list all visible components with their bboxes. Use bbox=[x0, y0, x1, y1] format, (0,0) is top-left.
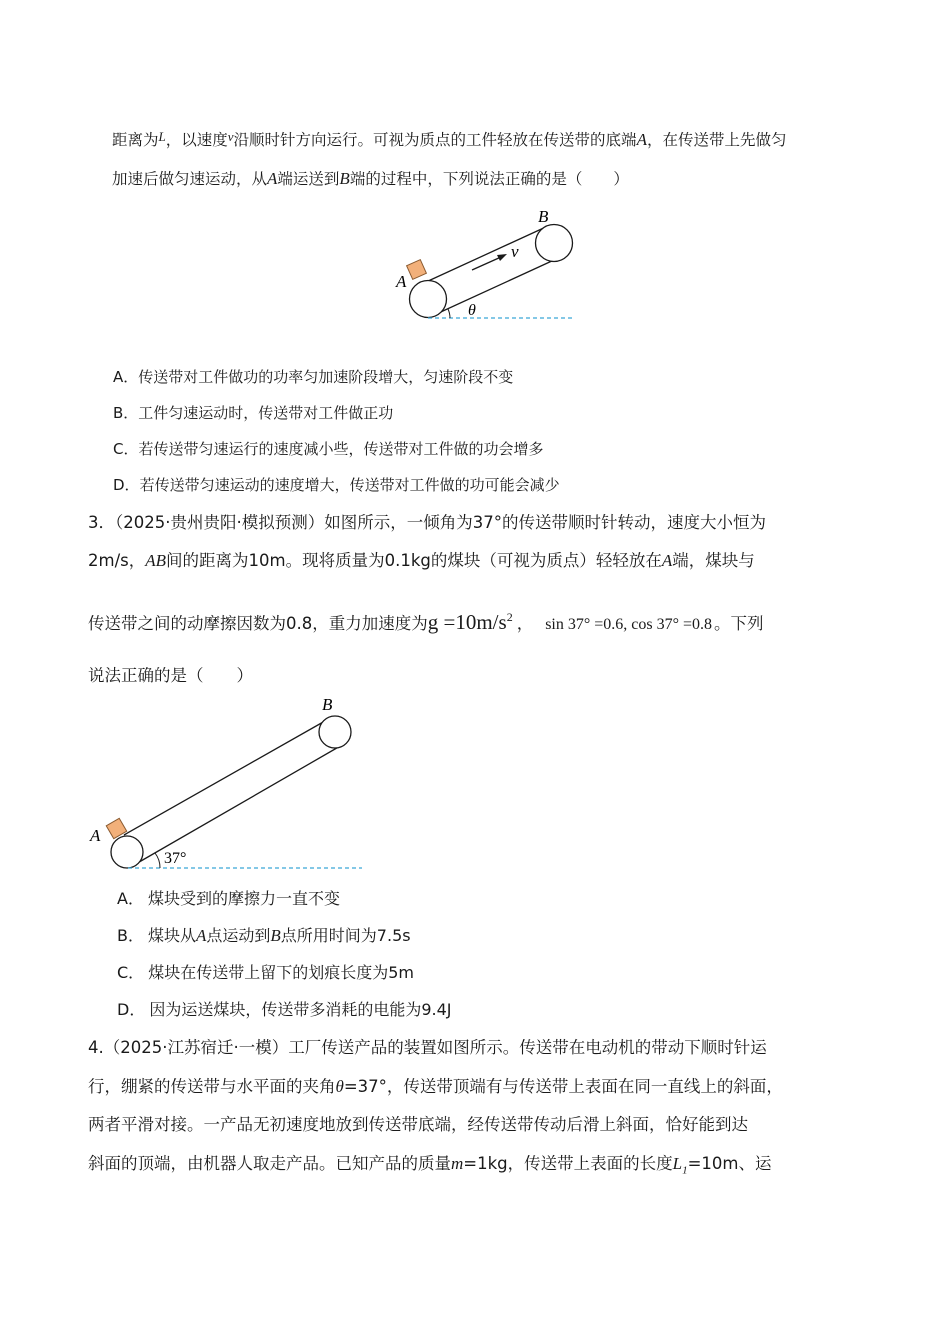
q2-line2-text-b: 端运送到 bbox=[277, 170, 340, 188]
q4-line2 bbox=[88, 1073, 783, 1097]
q2-bottom-pulley bbox=[410, 281, 447, 318]
q2-line2 bbox=[112, 167, 629, 189]
q3-conveyor-figure bbox=[84, 690, 374, 875]
q3-label-angle: 37° bbox=[164, 850, 187, 867]
q3-option-b-text-a: 煤块从 bbox=[147, 926, 196, 945]
q3-line4: 说法正确的是（ ） bbox=[88, 666, 253, 685]
q2-line2-text-c: 端的过程中，下列说法正确的是（ ） bbox=[349, 170, 629, 188]
q4-symbol-L: L bbox=[672, 1154, 683, 1173]
q3-option-c-key: C． bbox=[117, 963, 145, 982]
q2-label-theta: θ bbox=[468, 302, 476, 319]
q3-option-b-symbol-A: A bbox=[196, 926, 207, 945]
q4-symbol-L-subscript: 1 bbox=[682, 1164, 688, 1177]
q2-line1 bbox=[112, 128, 786, 150]
q3-option-b-text-b: 点运动到 bbox=[206, 926, 271, 945]
q3-line2-text-a: 2m/s， bbox=[88, 551, 146, 570]
q2-label-A: A bbox=[396, 272, 407, 291]
q3-line3-text-a: 传送带之间的动摩擦因数为0.8，重力加速度为 bbox=[88, 614, 428, 633]
q3-line1: 3．（2025·贵州贵阳·模拟预测）如图所示，一倾角为37°的传送带顺时针转动，速度大小恒为 bbox=[88, 513, 766, 532]
q2-line2-symbol-A: A bbox=[267, 169, 278, 188]
q3-belt-bottom bbox=[134, 745, 342, 865]
q3-label-B: B bbox=[322, 695, 333, 714]
q4-line4-text-c: =10m、运 bbox=[687, 1154, 772, 1173]
q3-line2-text-c: 端，煤块与 bbox=[672, 551, 755, 570]
q2-symbol-A: A bbox=[636, 130, 647, 149]
q2-line1-text-b: ，以速度 bbox=[165, 131, 228, 149]
q3-label-A: A bbox=[90, 826, 101, 845]
q3-coal-block bbox=[106, 818, 126, 838]
q3-symbol-A: A bbox=[661, 551, 673, 570]
q2-label-B: B bbox=[538, 207, 549, 226]
q2-option-d-text: 若传送带匀速运动的速度增大，传送带对工件做的功可能会减少 bbox=[139, 476, 560, 494]
q3-option-b-text-c: 点所用时间为7.5s bbox=[280, 926, 411, 945]
q2-option-a-text: 传送带对工件做功的功率匀加速阶段增大，匀速阶段不变 bbox=[138, 368, 514, 386]
q3-option-a-text: 煤块受到的摩擦力一直不变 bbox=[147, 889, 340, 908]
q3-line2 bbox=[88, 547, 755, 571]
q3-option-d[interactable] bbox=[117, 997, 452, 1020]
q3-option-c-text: 煤块在传送带上留下的划痕长度为5m bbox=[148, 963, 414, 982]
q4-line4-text-a: 斜面的顶端，由机器人取走产品。已知产品的质量 bbox=[88, 1154, 451, 1173]
q2-option-d[interactable] bbox=[113, 474, 560, 495]
q2-top-pulley bbox=[536, 225, 573, 262]
q3-line3-separator: ， bbox=[516, 614, 534, 633]
q3-option-c[interactable] bbox=[117, 960, 414, 983]
q3-line2-text-b: 间的距离为10m。现将质量为0.1kg的煤块（可视为质点）轻轻放在 bbox=[166, 551, 662, 570]
q4-symbol-m: m bbox=[451, 1154, 464, 1173]
q2-option-d-key: D． bbox=[113, 476, 140, 494]
q2-angle-arc bbox=[448, 309, 450, 318]
q3-top-pulley bbox=[319, 716, 351, 748]
q3-gravity-exponent: 2 bbox=[506, 610, 513, 624]
q3-bottom-pulley bbox=[111, 836, 143, 868]
q4-line1: 4.（2025·江苏宿迁·一模）工厂传送产品的装置如图所示。传送带在电动机的带动下顺时针运 bbox=[88, 1038, 767, 1057]
q2-option-a-key: A． bbox=[113, 368, 139, 386]
q2-option-a[interactable] bbox=[113, 366, 513, 387]
q3-option-a[interactable] bbox=[117, 886, 340, 909]
q4-symbol-theta: θ bbox=[335, 1077, 344, 1096]
q4-line4 bbox=[88, 1150, 772, 1176]
q3-angle-arc bbox=[155, 853, 160, 868]
q2-line1-text-c: 沿顺时针方向运行。可视为质点的工件轻放在传送带的底端 bbox=[233, 131, 637, 149]
q3-option-d-key: D． bbox=[117, 1000, 146, 1019]
q3-option-a-key: A． bbox=[117, 889, 144, 908]
q2-option-b[interactable] bbox=[113, 402, 393, 423]
q2-option-b-text: 工件匀速运动时，传送带对工件做正功 bbox=[138, 404, 394, 422]
q2-option-c[interactable] bbox=[113, 438, 544, 459]
q3-trig-values: sin 37° =0.6, cos 37° =0.8 bbox=[545, 616, 713, 633]
q4-line2-text-a: 行，绷紧的传送带与水平面的夹角 bbox=[88, 1077, 336, 1096]
q2-line1-text-d: ，在传送带上先做匀 bbox=[646, 131, 787, 149]
q2-symbol-v: v bbox=[227, 129, 234, 144]
q3-option-b-key: B． bbox=[117, 926, 144, 945]
q2-line2-symbol-B: B bbox=[339, 169, 350, 188]
q3-option-d-text: 因为运送煤块，传送带多消耗的电能为9.4J bbox=[149, 1000, 452, 1019]
q4-line3: 两者平滑对接。一产品无初速度地放到传送带底端，经传送带传动后滑上斜面，恰好能到达 bbox=[88, 1115, 748, 1134]
q2-label-v: v bbox=[511, 242, 519, 261]
q2-line1-text-a: 距离为 bbox=[112, 131, 159, 149]
q3-gravity-formula bbox=[428, 610, 513, 634]
q3-belt-top bbox=[124, 717, 332, 835]
q2-option-c-key: C． bbox=[113, 440, 139, 458]
q3-option-b[interactable] bbox=[117, 923, 411, 946]
q2-belt-top bbox=[426, 226, 548, 282]
q2-option-c-text: 若传送带匀速运行的速度减小些，传送带对工件做的功会增多 bbox=[138, 440, 544, 458]
q2-symbol-L: L bbox=[158, 129, 166, 144]
q2-velocity-arrowhead bbox=[497, 254, 507, 261]
q4-line2-text-b: =37°，传送带顶端有与传送带上表面在同一直线上的斜面， bbox=[343, 1077, 783, 1096]
q2-option-b-key: B． bbox=[113, 404, 139, 422]
q3-line3 bbox=[88, 610, 764, 635]
q3-gravity-text: g =10m/s bbox=[427, 610, 507, 634]
q2-line2-text-a: 加速后做匀速运动，从 bbox=[112, 170, 268, 188]
q4-line4-text-b: =1kg，传送带上表面的长度 bbox=[463, 1154, 673, 1173]
q3-option-b-symbol-B: B bbox=[270, 926, 281, 945]
q2-conveyor-figure bbox=[388, 200, 588, 330]
q2-workpiece-block bbox=[407, 260, 427, 280]
q3-line3-text-b: 。下列 bbox=[714, 614, 764, 633]
q3-symbol-AB: AB bbox=[145, 551, 167, 570]
q2-belt-bottom bbox=[432, 260, 554, 316]
